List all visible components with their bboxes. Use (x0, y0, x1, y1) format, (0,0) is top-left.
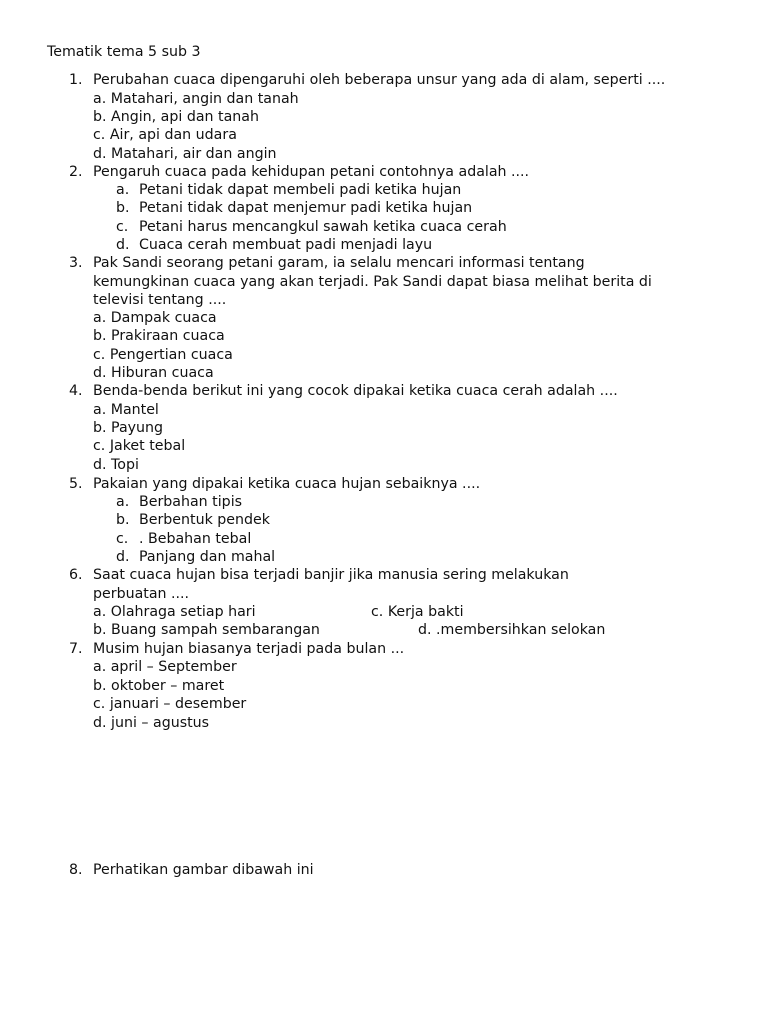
question-1-option-b: b. Angin, api dan tanah (93, 109, 259, 125)
question-1-option-d: d. Matahari, air dan angin (93, 146, 277, 162)
question-3-option-c: c. Pengertian cuaca (93, 347, 233, 363)
question-5-letter-c: c. (116, 531, 129, 547)
question-5-letter-a: a. (116, 494, 130, 510)
question-7-option-c: c. januari – desember (93, 696, 247, 712)
question-1-text: Perubahan cuaca dipengaruhi oleh beberapa unsur yang ada di alam, seperti .... (93, 72, 666, 88)
question-4-text: Benda-benda berikut ini yang cocok dipakai ketika cuaca cerah adalah .... (93, 383, 618, 399)
question-8-number: 8. (69, 862, 83, 878)
question-2-option-a: Petani tidak dapat membeli padi ketika hujan (139, 182, 462, 198)
question-6-option-c: c. Kerja bakti (371, 604, 464, 620)
question-5-option-a: Berbahan tipis (139, 494, 243, 510)
question-5-option-d: Panjang dan mahal (139, 549, 276, 565)
question-2-option-c: Petani harus mencangkul sawah ketika cuaca cerah (139, 219, 507, 235)
question-3-number: 3. (69, 255, 83, 271)
question-3-text-line-1: Pak Sandi seorang petani garam, ia selalu mencari informasi tentang (93, 255, 585, 271)
question-2-text: Pengaruh cuaca pada kehidupan petani contohnya adalah .... (93, 164, 530, 180)
question-5-letter-d: d. (116, 549, 130, 565)
question-3-option-b: b. Prakiraan cuaca (93, 328, 225, 344)
question-2-number: 2. (69, 164, 83, 180)
question-4-option-c: c. Jaket tebal (93, 438, 186, 454)
question-7-number: 7. (69, 641, 83, 657)
question-2-option-b: Petani tidak dapat menjemur padi ketika hujan (139, 200, 473, 216)
question-7-option-a: a. april – September (93, 659, 237, 675)
question-5-letter-b: b. (116, 512, 130, 528)
question-3-text-line-3: televisi tentang .... (93, 292, 227, 308)
question-3-option-d: d. Hiburan cuaca (93, 365, 214, 381)
question-7-option-b: b. oktober – maret (93, 678, 225, 694)
question-6-text-line-2: perbuatan .... (93, 586, 190, 602)
question-5-option-b: Berbentuk pendek (139, 512, 270, 528)
question-4-option-b: b. Payung (93, 420, 164, 436)
question-7-text: Musim hujan biasanya terjadi pada bulan ... (93, 641, 405, 657)
question-1-option-c: c. Air, api dan udara (93, 127, 237, 143)
question-5-text: Pakaian yang dipakai ketika cuaca hujan sebaiknya .... (93, 476, 481, 492)
question-6-option-a: a. Olahraga setiap hari (93, 604, 256, 620)
question-6-number: 6. (69, 567, 83, 583)
question-1-number: 1. (69, 72, 83, 88)
question-4-option-a: a. Mantel (93, 402, 159, 418)
question-8-text: Perhatikan gambar dibawah ini (93, 862, 314, 878)
question-6-text-line-1: Saat cuaca hujan bisa terjadi banjir jika manusia sering melakukan (93, 567, 569, 583)
question-6-option-b: b. Buang sampah sembarangan (93, 622, 320, 638)
question-2-letter-d: d. (116, 237, 130, 253)
question-2-letter-b: b. (116, 200, 130, 216)
question-5-number: 5. (69, 476, 83, 492)
question-4-option-d: d. Topi (93, 457, 139, 473)
question-3-option-a: a. Dampak cuaca (93, 310, 217, 326)
question-2-letter-c: c. (116, 219, 129, 235)
question-1-option-a: a. Matahari, angin dan tanah (93, 91, 299, 107)
question-7-option-d: d. juni – agustus (93, 715, 210, 731)
question-4-number: 4. (69, 383, 83, 399)
question-3-text-line-2: kemungkinan cuaca yang akan terjadi. Pak Sandi dapat biasa melihat berita di (93, 274, 652, 290)
question-2-letter-a: a. (116, 182, 130, 198)
question-5-option-c: . Bebahan tebal (139, 531, 252, 547)
worksheet-title: Tematik tema 5 sub 3 (47, 44, 201, 60)
question-2-option-d: Cuaca cerah membuat padi menjadi layu (139, 237, 433, 253)
question-6-option-d: d. .membersihkan selokan (418, 622, 606, 638)
